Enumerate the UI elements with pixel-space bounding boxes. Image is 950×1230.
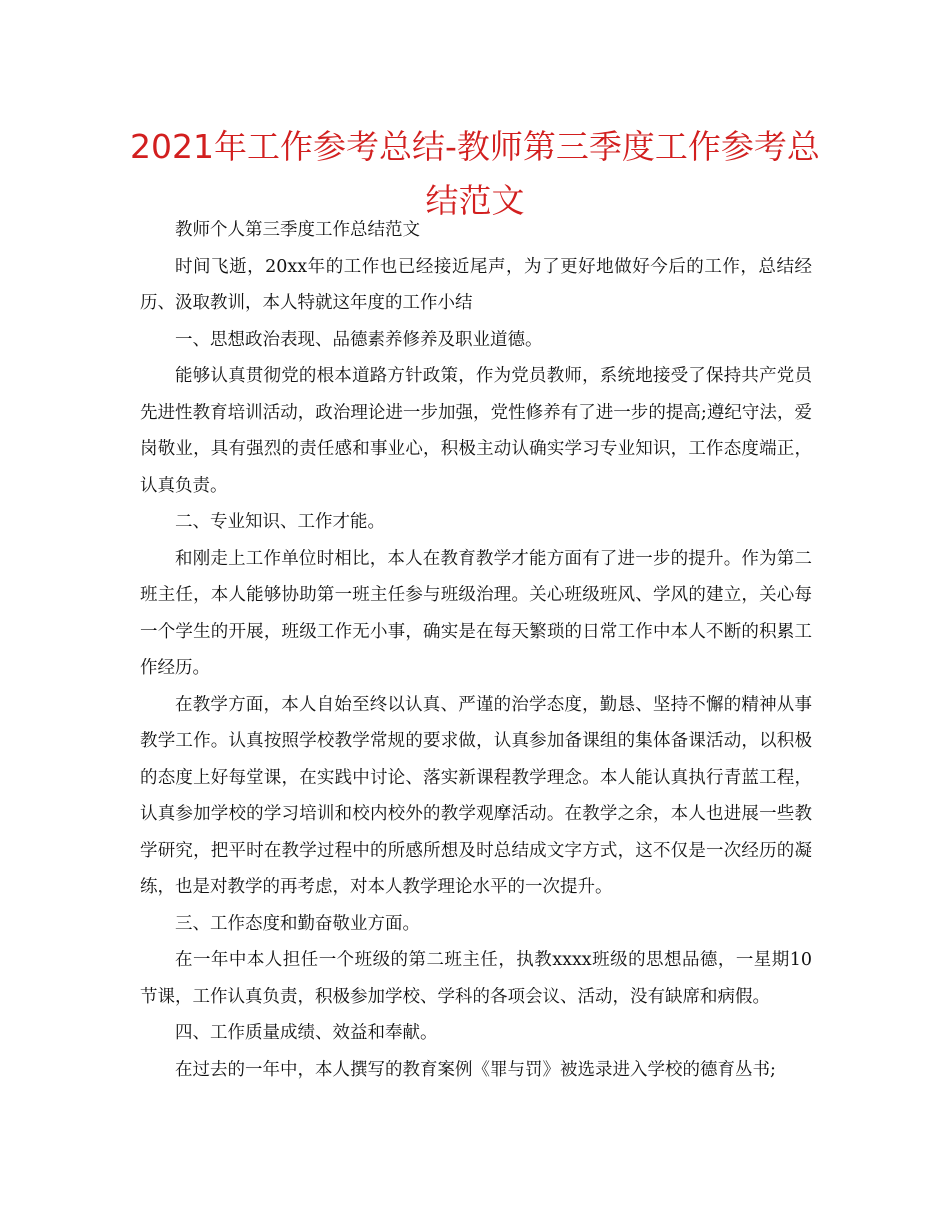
paragraph-section-1: 能够认真贯彻党的根本道路方针政策，作为党员教师，系统地接受了保持共产党员先进性教育培训活动，政治理论进一步加强，党性修养有了进一步的提高;遵纪守法，爱岗敬业，具有强烈的责任感和事业心，积极主动认确实学习专业知识，工作态度端正，认真负责。 (140, 366, 812, 496)
document-body (140, 212, 812, 1088)
paragraph-section-2b: 在教学方面，本人自始至终以认真、严谨的治学态度，勤恳、坚持不懈的精神从事教学工作。认真按照学校教学常规的要求做，认真参加备课组的集体备课活动，以积极的态度上好每堂课，在实践中讨论、落实新课程教学理念。本人能认真执行青蓝工程，认真参加学校的学习培训和校内校外的教学观摩活动。在教学之余，本人也进展一些教学研究，把平时在教学过程中的所感所想及时总结成文字方式，这不仅是一次经历的凝练，也是对教学的再考虑，对本人教学理论水平的一次提升。 (140, 694, 812, 897)
section-heading-1: 一、思想政治表现、品德素养修养及职业道德。 (175, 329, 543, 350)
paragraph-subtitle: 教师个人第三季度工作总结范文 (175, 220, 420, 240)
paragraph-section-3: 在一年中本人担任一个班级的第二班主任，执教xxxx班级的思想品德，一星期10节课，工作认真负责，积极参加学校、学科的各项会议、活动，没有缺席和病假。 (140, 950, 812, 1007)
paragraph-section-4: 在过去的一年中，本人撰写的教育案例《罪与罚》被选录进入学校的德育丛书; (175, 1059, 776, 1080)
section-heading-2: 二、专业知识、工作才能。 (175, 512, 385, 532)
document-title: 2021年工作参考总结-教师第三季度工作参考总结范文 (130, 127, 820, 220)
paragraph-intro: 时间飞逝，20xx年的工作也已经接近尾声，为了更好地做好今后的工作，总结经历、汲取教训，本人特就这年度的工作小结 (140, 256, 812, 313)
paragraph-section-2a: 和刚走上工作单位时相比，本人在教育教学才能方面有了进一步的提升。作为第二班主任，本人能够协助第一班主任参与班级治理。关心班级班风、学风的建立，关心每一个学生的开展，班级工作无小事，确实是在每天繁琐的日常工作中本人不断的积累工作经历。 (140, 548, 812, 678)
section-heading-4: 四、工作质量成绩、效益和奉献。 (175, 1023, 438, 1043)
section-heading-3: 三、工作态度和勤奋敬业方面。 (175, 913, 420, 934)
